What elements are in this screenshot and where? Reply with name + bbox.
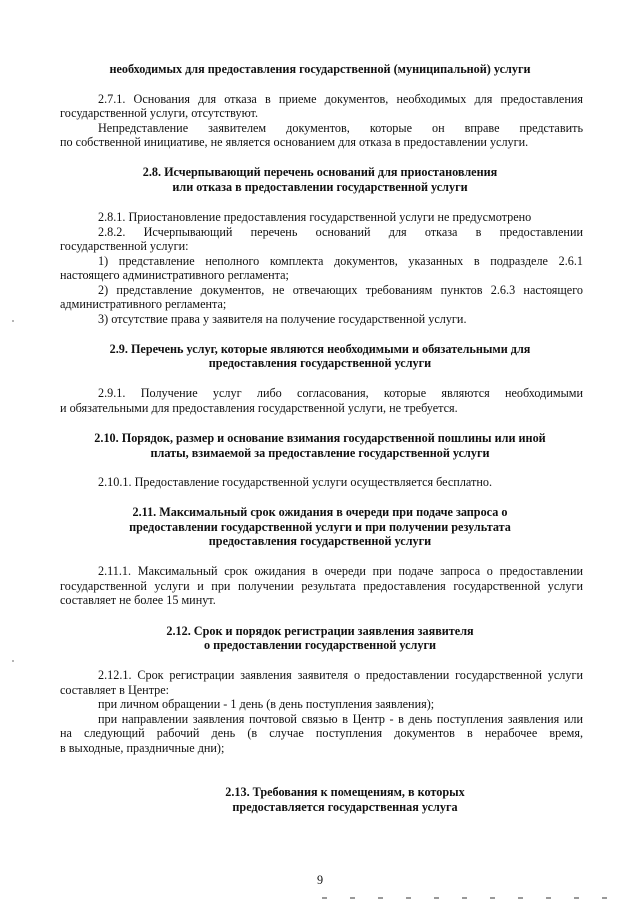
- list-item-2-cont: административного регламента;: [60, 297, 227, 311]
- heading-2-13-line2: предоставляется государственная услуга: [232, 800, 458, 814]
- paragraph-2-8-2-cont: государственной услуги:: [60, 239, 189, 253]
- section-heading-continuation: необходимых для предоставления государственной (муниципальной) услуги: [109, 62, 531, 76]
- scan-artifact: [518, 897, 523, 899]
- scan-artifact: [350, 897, 355, 899]
- heading-2-11-line2: предоставлении государственной услуги и при получении результата: [129, 520, 511, 534]
- paragraph-2-12-1: 2.12.1. Срок регистрации заявления заявителя о предоставлении государственной услуги: [98, 668, 583, 682]
- paragraph-2-8-1: 2.8.1. Приостановление предоставления государственной услуги не предусмотрено: [98, 210, 532, 224]
- paragraph-by-mail: при направлении заявления почтовой связью в Центр - в день поступления заявления или: [98, 712, 583, 726]
- paragraph-non-submission: Непредставление заявителем документов, которые он вправе представить: [98, 121, 583, 135]
- paragraph-2-7-1: 2.7.1. Основания для отказа в приеме документов, необходимых для предоставления: [98, 92, 583, 106]
- scan-artifact: [12, 660, 14, 662]
- paragraph-2-9-1: 2.9.1. Получение услуг либо согласования, которые являются необходимыми: [98, 386, 583, 400]
- heading-2-11-line3: предоставления государственной услуги: [208, 534, 432, 548]
- heading-2-12-line2: о предоставлении государственной услуги: [203, 638, 436, 652]
- scan-artifact: [546, 897, 551, 899]
- paragraph-2-9-1-cont: и обязательными для предоставления государственной услуги, не требуется.: [60, 401, 458, 415]
- scan-artifact: [406, 897, 411, 899]
- paragraph-2-11-1: 2.11.1. Максимальный срок ожидания в очереди при подаче запроса о предоставлении: [98, 564, 583, 578]
- heading-2-8-line2: или отказа в предоставлении государственной услуги: [172, 180, 468, 194]
- scan-artifact: [490, 897, 495, 899]
- heading-2-9-line1: 2.9. Перечень услуг, которые являются необходимыми и обязательными для: [109, 342, 531, 356]
- paragraph-2-7-1-cont: государственной услуги, отсутствуют.: [60, 106, 258, 120]
- paragraph-by-mail-cont: на следующий рабочий день (в случае поступления документов в нерабочее время,: [60, 726, 583, 740]
- paragraph-2-12-1-cont: составляет в Центре:: [60, 683, 170, 697]
- list-item-1: 1) представление неполного комплекта документов, указанных в подразделе 2.6.1: [98, 254, 583, 268]
- paragraph-2-10-1: 2.10.1. Предоставление государственной услуги осуществляется бесплатно.: [98, 475, 492, 489]
- paragraph-non-submission-cont: по собственной инициативе, не является основанием для отказа в предоставлении услуги.: [60, 135, 529, 149]
- paragraph-by-mail-end: в выходные, праздничные дни);: [60, 741, 225, 755]
- scan-artifact: [378, 897, 383, 899]
- heading-2-10-line1: 2.10. Порядок, размер и основание взимания государственной пошлины или иной: [94, 431, 546, 445]
- scan-artifact: [462, 897, 467, 899]
- list-item-3: 3) отсутствие права у заявителя на получение государственной услуги.: [98, 312, 467, 326]
- heading-2-13-line1: 2.13. Требования к помещениям, в которых: [225, 785, 465, 799]
- page-number: 9: [316, 873, 324, 887]
- scan-artifact: [574, 897, 579, 899]
- paragraph-2-11-1-cont: государственной услуги и при получении результата предоставления государственной услуги: [60, 579, 583, 593]
- scan-artifact: [602, 897, 607, 899]
- heading-2-11-line1: 2.11. Максимальный срок ожидания в очереди при подаче запроса о: [132, 505, 508, 519]
- paragraph-2-8-2: 2.8.2. Исчерпывающий перечень оснований для отказа в предоставлении: [98, 225, 583, 239]
- heading-2-9-line2: предоставления государственной услуги: [208, 356, 432, 370]
- scan-artifact: [322, 897, 327, 899]
- scan-artifact: [434, 897, 439, 899]
- paragraph-2-11-1-end: составляет не более 15 минут.: [60, 593, 216, 607]
- heading-2-12-line1: 2.12. Срок и порядок регистрации заявления заявителя: [166, 624, 474, 638]
- heading-2-8-line1: 2.8. Исчерпывающий перечень оснований для приостановления: [142, 165, 498, 179]
- paragraph-in-person: при личном обращении - 1 день (в день поступления заявления);: [98, 697, 435, 711]
- list-item-2: 2) представление документов, не отвечающих требованиям пунктов 2.6.3 настоящего: [98, 283, 583, 297]
- heading-2-10-line2: платы, взимаемой за предоставление государственной услуги: [150, 446, 490, 460]
- list-item-1-cont: настоящего административного регламента;: [60, 268, 289, 282]
- scan-artifact: [12, 320, 14, 322]
